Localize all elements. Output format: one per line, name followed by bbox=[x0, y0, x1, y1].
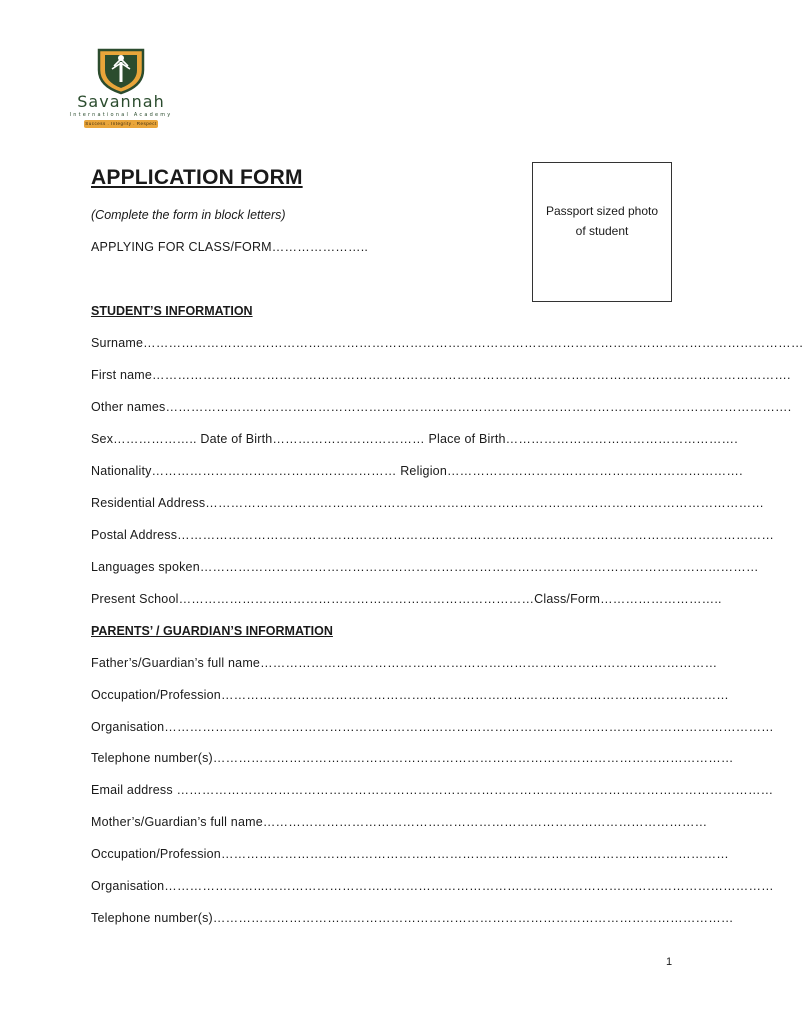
form-title: APPLICATION FORM bbox=[91, 166, 303, 189]
logo-name: Savannah bbox=[77, 92, 165, 111]
mother-occupation-field[interactable]: Occupation/Profession………………………………………………………………………………………………………… bbox=[91, 847, 729, 861]
photo-box-label-line1: Passport sized photo bbox=[545, 204, 659, 218]
father-occupation-field[interactable]: Occupation/Profession………………………………………………………………………………………………………… bbox=[91, 688, 729, 702]
photo-box-label bbox=[533, 201, 671, 241]
present-school-field[interactable]: Present School…………………………………………………………………………Class/Form……………………….. bbox=[91, 592, 722, 606]
applying-for-class-field[interactable]: APPLYING FOR CLASS/FORM………………….. bbox=[91, 240, 369, 254]
first-name-field[interactable]: First name……………………………………………………………………………………………………………………………………. bbox=[91, 368, 791, 382]
postal-address-field[interactable]: Postal Address…………………………………………………………………………………………………………………………… bbox=[91, 528, 775, 542]
email-address-field[interactable]: Email address …………………………………………………………………………………………………………………………… bbox=[91, 783, 774, 797]
surname-field[interactable]: Surname………………………………………………………………………………………………………………………………………… bbox=[91, 336, 804, 350]
parents-info-heading: PARENTS’ / GUARDIAN’S INFORMATION bbox=[91, 624, 333, 638]
father-telephone-field[interactable]: Telephone number(s)…………………………………………………………………………………………………………… bbox=[91, 751, 734, 765]
passport-photo-box[interactable] bbox=[532, 162, 672, 302]
father-organisation-field[interactable]: Organisation……………………………………………………………………………………………………………………………… bbox=[91, 720, 774, 734]
logo-motto: Success . Integrity . Respect bbox=[85, 121, 157, 126]
father-name-field[interactable]: Father’s/Guardian’s full name……………………………………………………………………………………………… bbox=[91, 656, 718, 670]
mother-telephone-field[interactable]: Telephone number(s)…………………………………………………………………………………………………………… bbox=[91, 911, 734, 925]
crest-icon bbox=[95, 46, 147, 94]
form-instruction: (Complete the form in block letters) bbox=[91, 208, 286, 222]
mother-name-field[interactable]: Mother’s/Guardian’s full name…………………………………………………………………………………………… bbox=[91, 815, 708, 829]
sex-dob-pob-field[interactable]: Sex……………….. Date of Birth……………………………… Place of Birth………………………………………………. bbox=[91, 432, 738, 446]
page-number: 1 bbox=[666, 956, 673, 968]
photo-box-label-line2: of student bbox=[575, 224, 629, 238]
languages-spoken-field[interactable]: Languages spoken…………………………………………………………………………………………………………………… bbox=[91, 560, 759, 574]
school-logo bbox=[66, 46, 176, 130]
logo-subtitle: International Academy bbox=[69, 112, 173, 118]
students-info-heading: STUDENT’S INFORMATION bbox=[91, 304, 253, 318]
nationality-religion-field[interactable]: Nationality………………………………….……………… Religion……………………………………………………………. bbox=[91, 464, 743, 478]
mother-organisation-field[interactable]: Organisation……………………………………………………………………………………………………………………………… bbox=[91, 879, 774, 893]
residential-address-field[interactable]: Residential Address…………………………………………………………………………………………………………………… bbox=[91, 496, 765, 510]
other-names-field[interactable]: Other names…………………………………………………………………………………………………………………………………. bbox=[91, 400, 792, 414]
